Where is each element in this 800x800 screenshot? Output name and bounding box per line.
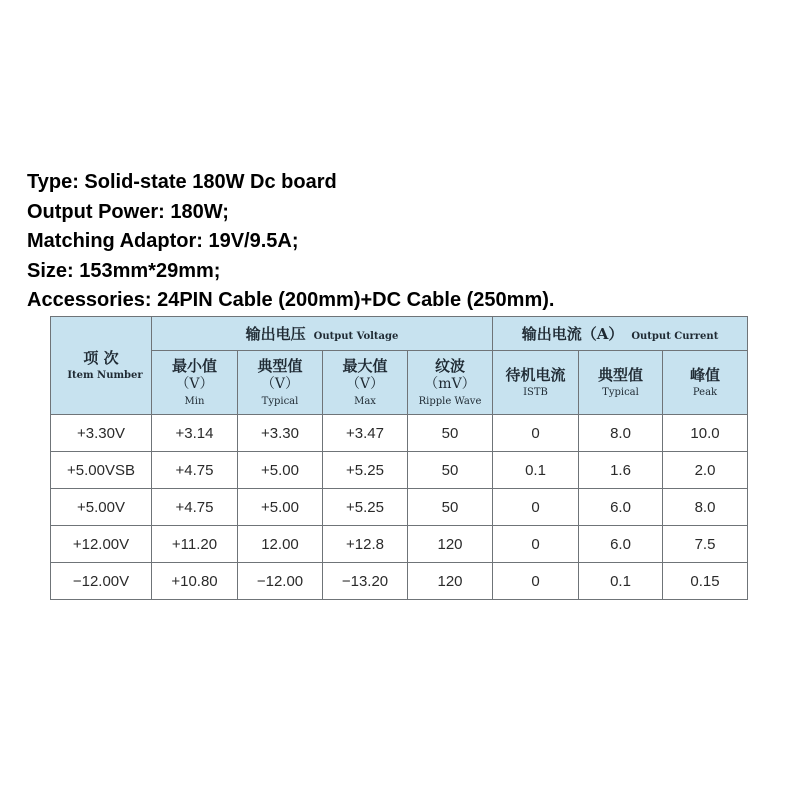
cell-max: +3.47 [323, 415, 408, 452]
cell-typical-current: 6.0 [579, 489, 663, 526]
cell-ripple: 50 [408, 452, 493, 489]
col-header-typical-current [579, 351, 663, 415]
cell-max: +5.25 [323, 489, 408, 526]
col-header-en: Ripple Wave [418, 395, 482, 407]
cell-min: +10.80 [152, 563, 238, 600]
col-header-standby [493, 351, 579, 415]
cell-peak: 0.15 [663, 563, 748, 600]
cell-typical-voltage: +5.00 [238, 489, 323, 526]
output-voltage-header-en: Output Voltage [313, 331, 399, 342]
table-row [51, 452, 748, 489]
item-number-header-zh: 项 次 [83, 348, 119, 367]
cell-ripple: 50 [408, 415, 493, 452]
cell-standby: 0 [493, 489, 579, 526]
cell-ripple: 50 [408, 489, 493, 526]
cell-standby: 0 [493, 526, 579, 563]
spec-matching-adaptor: Matching Adaptor: 19V/9.5A; [27, 230, 299, 252]
spec-output-power: Output Power: 180W; [27, 200, 229, 223]
item-number-header-en: Item Number [67, 369, 143, 381]
cell-peak: 2.0 [663, 452, 748, 489]
spec-accessories: Accessories: 24PIN Cable (200mm)+DC Cable (250mm). [27, 289, 555, 311]
cell-typical-current: 8.0 [579, 415, 663, 452]
cell-ripple: 120 [408, 526, 493, 563]
cell-max: −13.20 [323, 563, 408, 600]
cell-ripple: 120 [408, 563, 493, 600]
col-header-en: Typical [261, 395, 299, 407]
spec-size: Size: 153mm*29mm; [27, 259, 221, 282]
col-header-zh: 典型值 [257, 356, 303, 375]
cell-max: +5.25 [323, 452, 408, 489]
col-header-unit: （mV） [424, 375, 476, 392]
cell-peak: 8.0 [663, 489, 748, 526]
cell-standby: 0 [493, 415, 579, 452]
output-voltage-header [152, 317, 493, 351]
output-voltage-header-zh: 输出电压 [245, 325, 306, 343]
col-header-unit: （V） [345, 375, 385, 392]
cell-standby: 0.1 [493, 452, 579, 489]
col-header-en: ISTB [523, 386, 548, 398]
table-row [51, 489, 748, 526]
cell-typical-current: 1.6 [579, 452, 663, 489]
cell-standby: 0 [493, 563, 579, 600]
col-header-peak [663, 351, 748, 415]
cell-typical-voltage: +3.30 [238, 415, 323, 452]
cell-item: −12.00V [51, 563, 152, 600]
output-current-header-en: Output Current [631, 331, 719, 342]
col-header-en: Max [354, 395, 376, 407]
cell-min: +4.75 [152, 489, 238, 526]
output-current-header [493, 317, 748, 351]
col-header-zh: 纹波 [434, 356, 465, 375]
col-header-typical-voltage [238, 351, 323, 415]
cell-typical-voltage: 12.00 [238, 526, 323, 563]
product-specs [27, 168, 554, 316]
table-column-header-row [51, 351, 748, 415]
cell-peak: 10.0 [663, 415, 748, 452]
spec-type: Type: Solid-state 180W Dc board [27, 171, 337, 193]
cell-typical-current: 6.0 [579, 526, 663, 563]
col-header-en: Peak [692, 386, 718, 398]
cell-typical-voltage: −12.00 [238, 563, 323, 600]
table-group-header-row [51, 317, 748, 351]
col-header-max [323, 351, 408, 415]
cell-min: +4.75 [152, 452, 238, 489]
col-header-zh: 最大值 [342, 356, 388, 375]
col-header-min [152, 351, 238, 415]
cell-item: +12.00V [51, 526, 152, 563]
col-header-zh: 峰值 [689, 365, 720, 384]
col-header-zh: 待机电流 [505, 365, 566, 384]
table-row [51, 563, 748, 600]
output-spec-table [50, 316, 748, 600]
cell-max: +12.8 [323, 526, 408, 563]
col-header-en: Min [184, 395, 205, 407]
item-number-header [51, 317, 152, 415]
cell-item: +5.00VSB [51, 452, 152, 489]
cell-typical-current: 0.1 [579, 563, 663, 600]
table-row [51, 415, 748, 452]
output-current-header-zh: 输出电流（A） [521, 325, 624, 343]
output-spec-table-wrapper [50, 316, 747, 598]
col-header-zh: 典型值 [597, 365, 643, 384]
col-header-unit: （V） [260, 375, 300, 392]
col-header-zh: 最小值 [171, 356, 217, 375]
cell-typical-voltage: +5.00 [238, 452, 323, 489]
cell-peak: 7.5 [663, 526, 748, 563]
cell-min: +3.14 [152, 415, 238, 452]
cell-item: +3.30V [51, 415, 152, 452]
cell-item: +5.00V [51, 489, 152, 526]
cell-min: +11.20 [152, 526, 238, 563]
col-header-unit: （V） [175, 375, 214, 392]
col-header-en: Typical [602, 386, 639, 398]
col-header-ripple [408, 351, 493, 415]
table-row [51, 526, 748, 563]
